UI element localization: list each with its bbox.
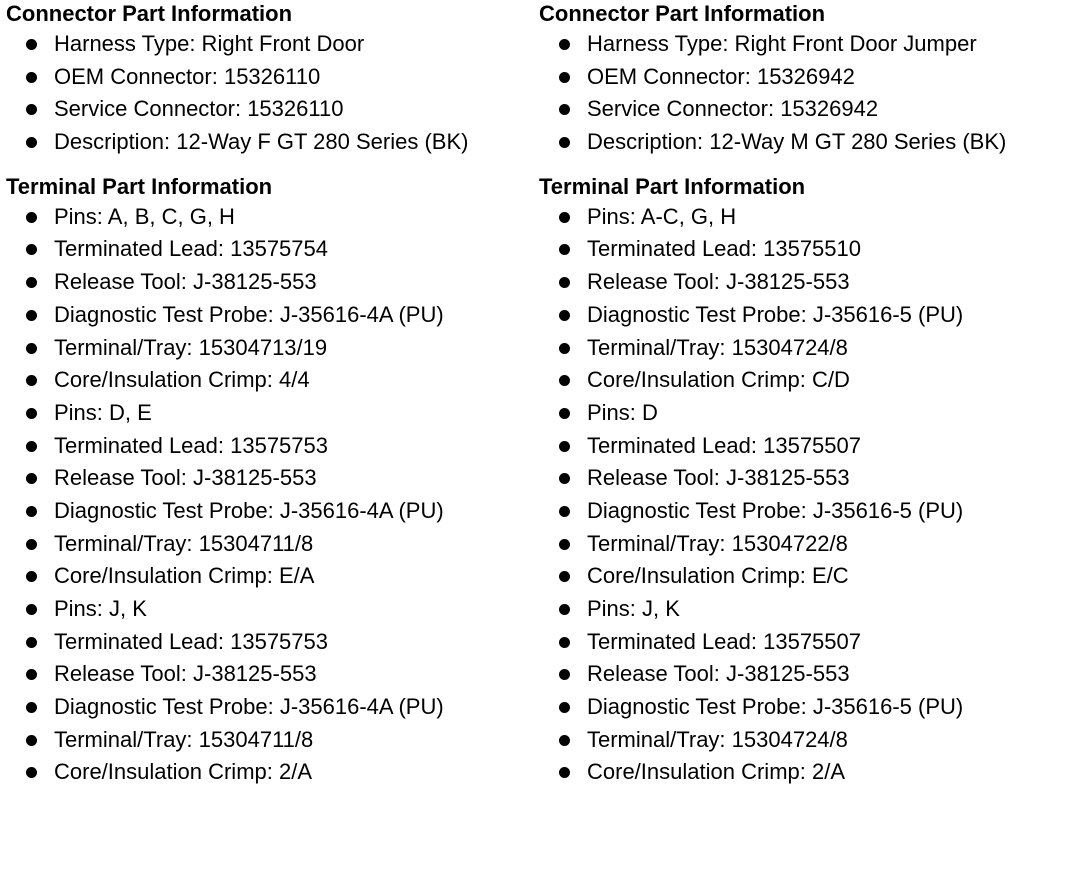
- terminal-group: [6, 397, 531, 593]
- terminal-group: [539, 397, 1084, 593]
- service-connector-item: Service Connector: 15326942: [539, 93, 1084, 126]
- pins-item: Pins: D: [539, 397, 1084, 430]
- test-probe-item: Diagnostic Test Probe: J-35616-5 (PU): [539, 495, 1084, 528]
- terminated-lead-item: Terminated Lead: 13575754: [6, 233, 531, 266]
- description-item: Description: 12-Way M GT 280 Series (BK): [539, 126, 1084, 159]
- connector-heading: Connector Part Information: [539, 1, 826, 26]
- terminal-tray-item: Terminal/Tray: 15304711/8: [6, 724, 531, 757]
- terminated-lead-item: Terminated Lead: 13575753: [6, 626, 531, 659]
- terminal-tray-item: Terminal/Tray: 15304724/8: [539, 332, 1084, 365]
- release-tool-item: Release Tool: J-38125-553: [539, 266, 1084, 299]
- terminated-lead-item: Terminated Lead: 13575753: [6, 430, 531, 463]
- terminal-heading: Terminal Part Information: [6, 173, 273, 199]
- terminal-tray-item: Terminal/Tray: 15304722/8: [539, 528, 1084, 561]
- service-connector-item: Service Connector: 15326110: [6, 93, 531, 126]
- test-probe-item: Diagnostic Test Probe: J-35616-4A (PU): [6, 299, 531, 332]
- crimp-item: Core/Insulation Crimp: 2/A: [6, 756, 531, 789]
- description-item: Description: 12-Way F GT 280 Series (BK): [6, 126, 531, 159]
- oem-connector-item: OEM Connector: 15326942: [539, 61, 1084, 94]
- release-tool-item: Release Tool: J-38125-553: [6, 658, 531, 691]
- connector-info-list: [6, 28, 531, 159]
- test-probe-item: Diagnostic Test Probe: J-35616-4A (PU): [6, 495, 531, 528]
- release-tool-item: Release Tool: J-38125-553: [539, 658, 1084, 691]
- crimp-item: Core/Insulation Crimp: C/D: [539, 364, 1084, 397]
- harness-type-item: Harness Type: Right Front Door: [6, 28, 531, 61]
- terminal-tray-item: Terminal/Tray: 15304713/19: [6, 332, 531, 365]
- right-column: [539, 0, 1084, 789]
- connector-info-list: [539, 28, 1084, 159]
- test-probe-item: Diagnostic Test Probe: J-35616-5 (PU): [539, 691, 1084, 724]
- crimp-item: Core/Insulation Crimp: E/C: [539, 560, 1084, 593]
- crimp-item: Core/Insulation Crimp: 2/A: [539, 756, 1084, 789]
- terminal-tray-item: Terminal/Tray: 15304724/8: [539, 724, 1084, 757]
- release-tool-item: Release Tool: J-38125-553: [6, 462, 531, 495]
- oem-connector-item: OEM Connector: 15326110: [6, 61, 531, 94]
- pins-item: Pins: D, E: [6, 397, 531, 430]
- terminal-tray-item: Terminal/Tray: 15304711/8: [6, 528, 531, 561]
- crimp-item: Core/Insulation Crimp: 4/4: [6, 364, 531, 397]
- left-column: [6, 0, 531, 789]
- release-tool-item: Release Tool: J-38125-553: [6, 266, 531, 299]
- crimp-item: Core/Insulation Crimp: E/A: [6, 560, 531, 593]
- terminal-group: [539, 593, 1084, 789]
- terminal-group: [6, 201, 531, 397]
- terminated-lead-item: Terminated Lead: 13575507: [539, 626, 1084, 659]
- harness-type-item: Harness Type: Right Front Door Jumper: [539, 28, 1084, 61]
- terminal-group: [6, 593, 531, 789]
- test-probe-item: Diagnostic Test Probe: J-35616-4A (PU): [6, 691, 531, 724]
- terminal-heading: Terminal Part Information: [539, 173, 806, 199]
- pins-item: Pins: A-C, G, H: [539, 201, 1084, 234]
- release-tool-item: Release Tool: J-38125-553: [539, 462, 1084, 495]
- terminal-group: [539, 201, 1084, 397]
- terminated-lead-item: Terminated Lead: 13575510: [539, 233, 1084, 266]
- pins-item: Pins: J, K: [539, 593, 1084, 626]
- test-probe-item: Diagnostic Test Probe: J-35616-5 (PU): [539, 299, 1084, 332]
- pins-item: Pins: J, K: [6, 593, 531, 626]
- terminated-lead-item: Terminated Lead: 13575507: [539, 430, 1084, 463]
- connector-heading: Connector Part Information: [6, 1, 293, 26]
- pins-item: Pins: A, B, C, G, H: [6, 201, 531, 234]
